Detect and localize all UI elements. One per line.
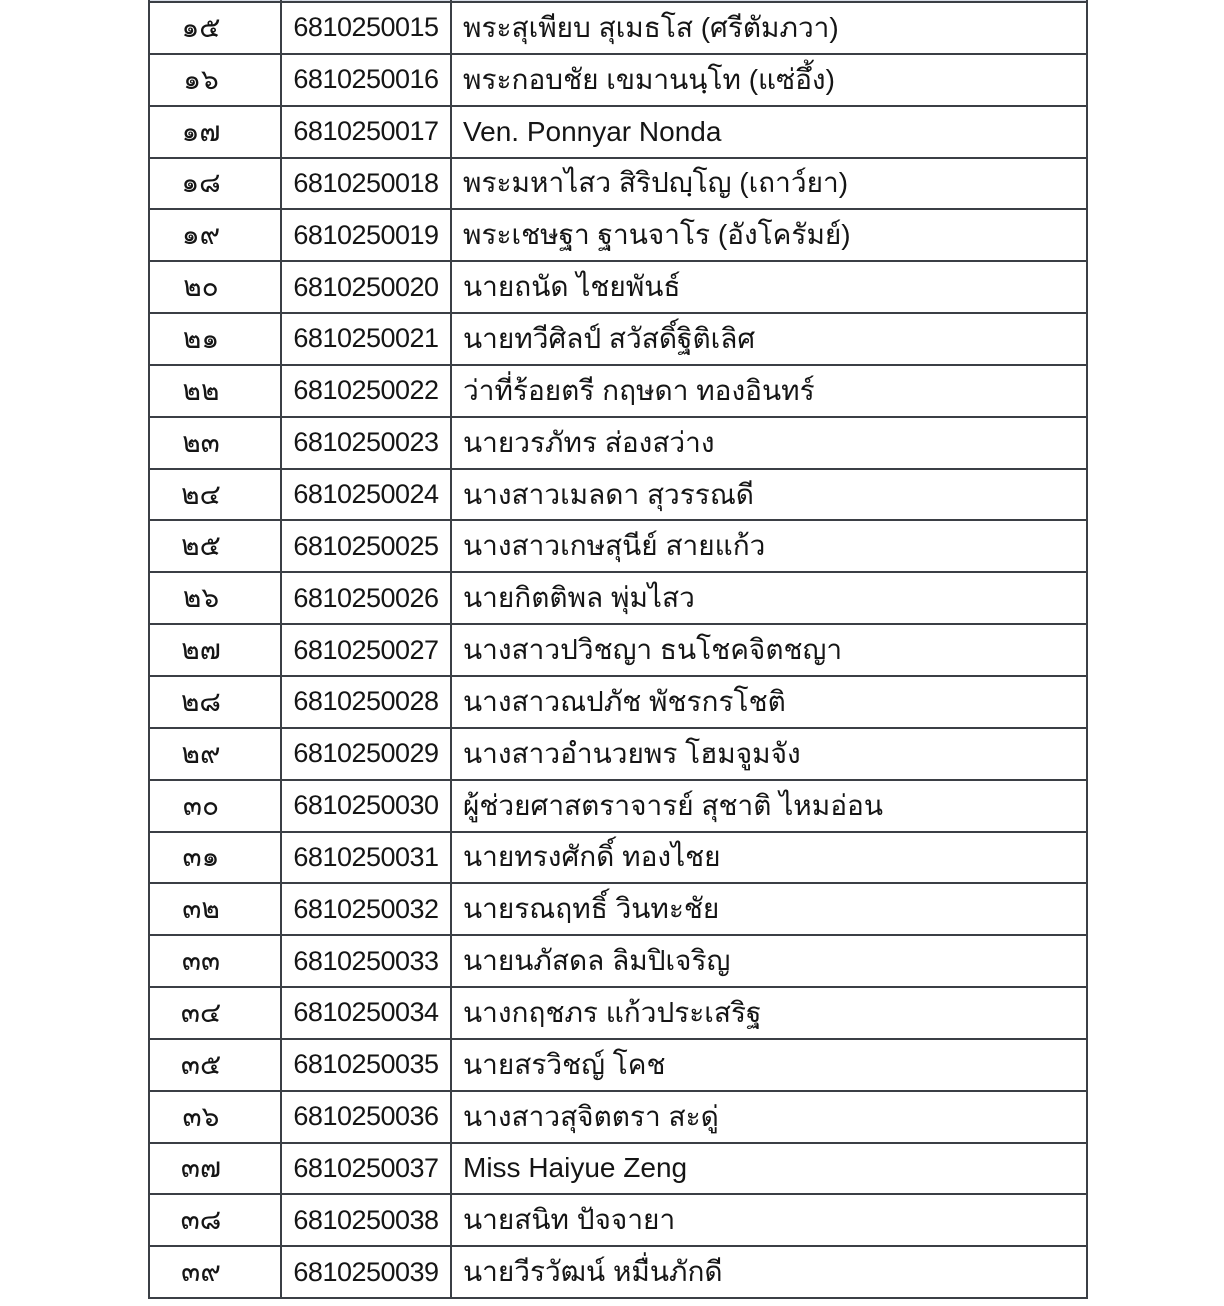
row-number-cell [150, 729, 282, 779]
table-row [150, 366, 1086, 418]
applicant-name-cell [452, 1040, 1086, 1090]
table-row [150, 729, 1086, 781]
table-row [150, 625, 1086, 677]
applicant-id: 6810250027 [293, 634, 439, 665]
row-number-thai-numeral: ๑๕ [181, 11, 221, 43]
applicant-id-cell [282, 1195, 452, 1245]
row-number-thai-numeral: ๒๔ [181, 478, 221, 510]
applicant-name: นายถนัด ไชยพันธ์ [463, 271, 681, 303]
row-number-cell [150, 677, 282, 727]
applicant-name: นางสาวเกษสุนีย์ สายแก้ว [463, 530, 766, 562]
row-number-cell [150, 210, 282, 260]
row-number-thai-numeral: ๓๓ [181, 945, 221, 977]
applicant-name: นางสาวปวิชญา ธนโชคจิตชญา [463, 634, 843, 666]
applicant-name-cell [452, 573, 1086, 623]
row-number-cell [150, 55, 282, 105]
applicant-name-cell [452, 210, 1086, 260]
applicant-name: พระมหาไสว สิริปญฺโญ (เถาว์ยา) [463, 167, 849, 199]
applicant-id-cell [282, 1040, 452, 1090]
applicant-name-cell [452, 988, 1086, 1038]
table-row [150, 3, 1086, 55]
applicant-name-cell [452, 1092, 1086, 1142]
row-number-cell [150, 1195, 282, 1245]
applicant-id-cell [282, 573, 452, 623]
applicant-id-cell [282, 470, 452, 520]
row-number-thai-numeral: ๒๙ [181, 737, 221, 769]
applicant-name-cell [452, 314, 1086, 364]
partial-applicant-name-cell [452, 0, 1086, 1]
applicant-id-cell [282, 1247, 452, 1297]
applicant-id: 6810250017 [293, 116, 439, 147]
applicant-id-cell [282, 262, 452, 312]
table-row [150, 314, 1086, 366]
table-row [150, 521, 1086, 573]
applicant-id: 6810250039 [293, 1256, 439, 1287]
row-number-thai-numeral: ๒๑ [182, 322, 220, 354]
applicant-id: 6810250037 [293, 1152, 439, 1183]
applicant-name-cell [452, 884, 1086, 934]
applicant-name-cell [452, 521, 1086, 571]
applicant-name: พระกอบชัย เขมานนฺโท (แซ่อึ้ง) [463, 63, 835, 95]
applicant-id-cell [282, 833, 452, 883]
applicant-id-cell [282, 1144, 452, 1194]
applicant-id-cell [282, 677, 452, 727]
applicant-id-cell [282, 988, 452, 1038]
table-body [150, 3, 1086, 1299]
table-row [150, 55, 1086, 107]
row-number-cell [150, 3, 282, 53]
applicant-name: พระสุเพียบ สุเมธโส (ศรีตัมภวา) [463, 11, 839, 43]
applicant-name-cell [452, 781, 1086, 831]
row-number-cell [150, 366, 282, 416]
applicant-id-cell [282, 781, 452, 831]
applicant-id-cell [282, 210, 452, 260]
applicant-id: 6810250029 [293, 738, 439, 769]
table-row [150, 159, 1086, 211]
row-number-cell [150, 625, 282, 675]
applicant-name-cell [452, 677, 1086, 727]
applicant-name: ว่าที่ร้อยตรี กฤษดา ทองอินทร์ [463, 374, 815, 406]
row-number-thai-numeral: ๑๖ [183, 63, 219, 95]
partial-row-number-cell [150, 0, 282, 1]
row-number-thai-numeral: ๒๒ [182, 374, 220, 406]
table-row [150, 988, 1086, 1040]
applicant-name: นายนภัสดล ลิมปิเจริญ [463, 945, 731, 977]
row-number-thai-numeral: ๑๙ [181, 219, 221, 251]
applicant-name: ผู้ช่วยศาสตราจารย์ สุชาติ ไหมอ่อน [463, 789, 883, 821]
row-number-cell [150, 521, 282, 571]
row-number-cell [150, 1247, 282, 1297]
applicant-id: 6810250022 [293, 375, 439, 406]
applicant-id-cell [282, 159, 452, 209]
applicant-id-cell [282, 314, 452, 364]
applicant-id: 6810250021 [293, 323, 439, 354]
row-number-thai-numeral: ๓๙ [181, 1256, 221, 1288]
applicant-id-cell [282, 418, 452, 468]
table-row [150, 107, 1086, 159]
applicant-name: นายวรภัทร ส่องสว่าง [463, 426, 715, 458]
row-number-cell [150, 936, 282, 986]
applicant-name: นายทรงศักดิ์ ทองไชย [463, 841, 721, 873]
row-number-cell [150, 573, 282, 623]
applicant-name-cell [452, 55, 1086, 105]
row-number-thai-numeral: ๒๗ [181, 634, 221, 666]
applicant-id: 6810250035 [293, 1049, 439, 1080]
applicant-id: 6810250024 [293, 479, 439, 510]
table-row [150, 1040, 1086, 1092]
applicant-id-cell [282, 729, 452, 779]
row-number-thai-numeral: ๓๒ [182, 893, 220, 925]
table-row [150, 573, 1086, 625]
row-number-cell [150, 159, 282, 209]
table-row [150, 884, 1086, 936]
row-number-thai-numeral: ๑๘ [181, 167, 221, 199]
applicant-name-cell [452, 3, 1086, 53]
applicant-id: 6810250030 [293, 790, 439, 821]
applicant-name-cell [452, 418, 1086, 468]
row-number-cell [150, 1144, 282, 1194]
applicant-name: นายกิตติพล พุ่มไสว [463, 582, 695, 614]
applicant-name-cell [452, 262, 1086, 312]
row-number-cell [150, 107, 282, 157]
applicant-id: 6810250038 [293, 1204, 439, 1235]
applicant-name-cell [452, 1195, 1086, 1245]
applicant-id: 6810250020 [293, 271, 439, 302]
applicant-id: 6810250018 [293, 167, 439, 198]
applicant-name: นางสาวสุจิตตรา สะดู่ [463, 1100, 719, 1132]
applicant-name-cell [452, 107, 1086, 157]
applicant-name: นายสรวิชญ์ โคช [463, 1048, 666, 1080]
applicant-name-cell [452, 1247, 1086, 1297]
applicant-id-cell [282, 521, 452, 571]
applicant-name: พระเชษฐา ฐานจาโร (อังโครัมย์) [463, 219, 851, 251]
table-row [150, 1144, 1086, 1196]
applicant-list-table [148, 0, 1088, 1299]
applicant-id: 6810250025 [293, 530, 439, 561]
applicant-name-cell [452, 729, 1086, 779]
applicant-id-cell [282, 107, 452, 157]
row-number-cell [150, 1040, 282, 1090]
applicant-name: นางสาวณปภัช พัชรกรโชติ [463, 685, 786, 717]
table-row [150, 262, 1086, 314]
row-number-cell [150, 781, 282, 831]
row-number-thai-numeral: ๑๗ [181, 115, 221, 147]
row-number-thai-numeral: ๓๔ [180, 996, 222, 1028]
applicant-name-cell [452, 470, 1086, 520]
applicant-name: นางกฤชภร แก้วประเสริฐ [463, 996, 762, 1028]
row-number-thai-numeral: ๒๕ [181, 530, 221, 562]
applicant-id: 6810250033 [293, 945, 439, 976]
applicant-id-cell [282, 1092, 452, 1142]
applicant-name-cell [452, 366, 1086, 416]
table-row [150, 781, 1086, 833]
applicant-name: Ven. Ponnyar Nonda [463, 115, 722, 147]
applicant-id-cell [282, 366, 452, 416]
table-row [150, 1092, 1086, 1144]
row-number-cell [150, 884, 282, 934]
applicant-id: 6810250028 [293, 686, 439, 717]
applicant-id: 6810250023 [293, 427, 439, 458]
applicant-name-cell [452, 833, 1086, 883]
applicant-id-cell [282, 625, 452, 675]
applicant-name: Miss Haiyue Zeng [463, 1152, 688, 1184]
applicant-id: 6810250026 [293, 582, 439, 613]
table-row [150, 210, 1086, 262]
applicant-id: 6810250034 [293, 997, 439, 1028]
row-number-cell [150, 262, 282, 312]
applicant-name-cell [452, 159, 1086, 209]
row-number-thai-numeral: ๓๖ [182, 1100, 220, 1132]
partial-applicant-id-cell [282, 0, 452, 1]
table-row [150, 833, 1086, 885]
table-row [150, 677, 1086, 729]
row-number-cell [150, 988, 282, 1038]
applicant-id: 6810250015 [293, 12, 439, 43]
applicant-name-cell [452, 625, 1086, 675]
table-row [150, 470, 1086, 522]
row-number-cell [150, 1092, 282, 1142]
row-number-thai-numeral: ๒๖ [182, 582, 220, 614]
applicant-id: 6810250031 [293, 841, 439, 872]
applicant-name: นางสาวอำนวยพร โฮมจูมจัง [463, 737, 801, 769]
applicant-id: 6810250019 [293, 219, 439, 250]
row-number-thai-numeral: ๓๐ [182, 789, 220, 821]
applicant-name: นายทวีศิลป์ สวัสดิ์ฐิติเลิศ [463, 322, 756, 354]
applicant-name: นางสาวเมลดา สุวรรณดี [463, 478, 754, 510]
row-number-cell [150, 418, 282, 468]
table-row [150, 936, 1086, 988]
table-row [150, 1247, 1086, 1299]
row-number-thai-numeral: ๓๕ [180, 1048, 222, 1080]
row-number-thai-numeral: ๓๘ [180, 1204, 222, 1236]
table-row [150, 418, 1086, 470]
row-number-thai-numeral: ๓๗ [180, 1152, 222, 1184]
row-number-cell [150, 314, 282, 364]
applicant-id-cell [282, 936, 452, 986]
applicant-name-cell [452, 1144, 1086, 1194]
applicant-name-cell [452, 936, 1086, 986]
row-number-thai-numeral: ๒๓ [182, 426, 220, 458]
applicant-id-cell [282, 3, 452, 53]
table-row [150, 1195, 1086, 1247]
applicant-id: 6810250036 [293, 1101, 439, 1132]
row-number-thai-numeral: ๒๘ [180, 685, 222, 717]
applicant-name: นายรณฤทธิ์ วินทะชัย [463, 893, 720, 925]
row-number-thai-numeral: ๓๑ [182, 841, 220, 873]
row-number-thai-numeral: ๒๐ [183, 271, 219, 303]
applicant-id: 6810250032 [293, 893, 439, 924]
applicant-name: นายวีรวัฒน์ หมื่นภักดี [463, 1256, 723, 1288]
applicant-name: นายสนิท ปัจจายา [463, 1204, 676, 1236]
row-number-cell [150, 833, 282, 883]
applicant-id-cell [282, 55, 452, 105]
row-number-cell [150, 470, 282, 520]
applicant-id-cell [282, 884, 452, 934]
applicant-id: 6810250016 [293, 64, 439, 95]
